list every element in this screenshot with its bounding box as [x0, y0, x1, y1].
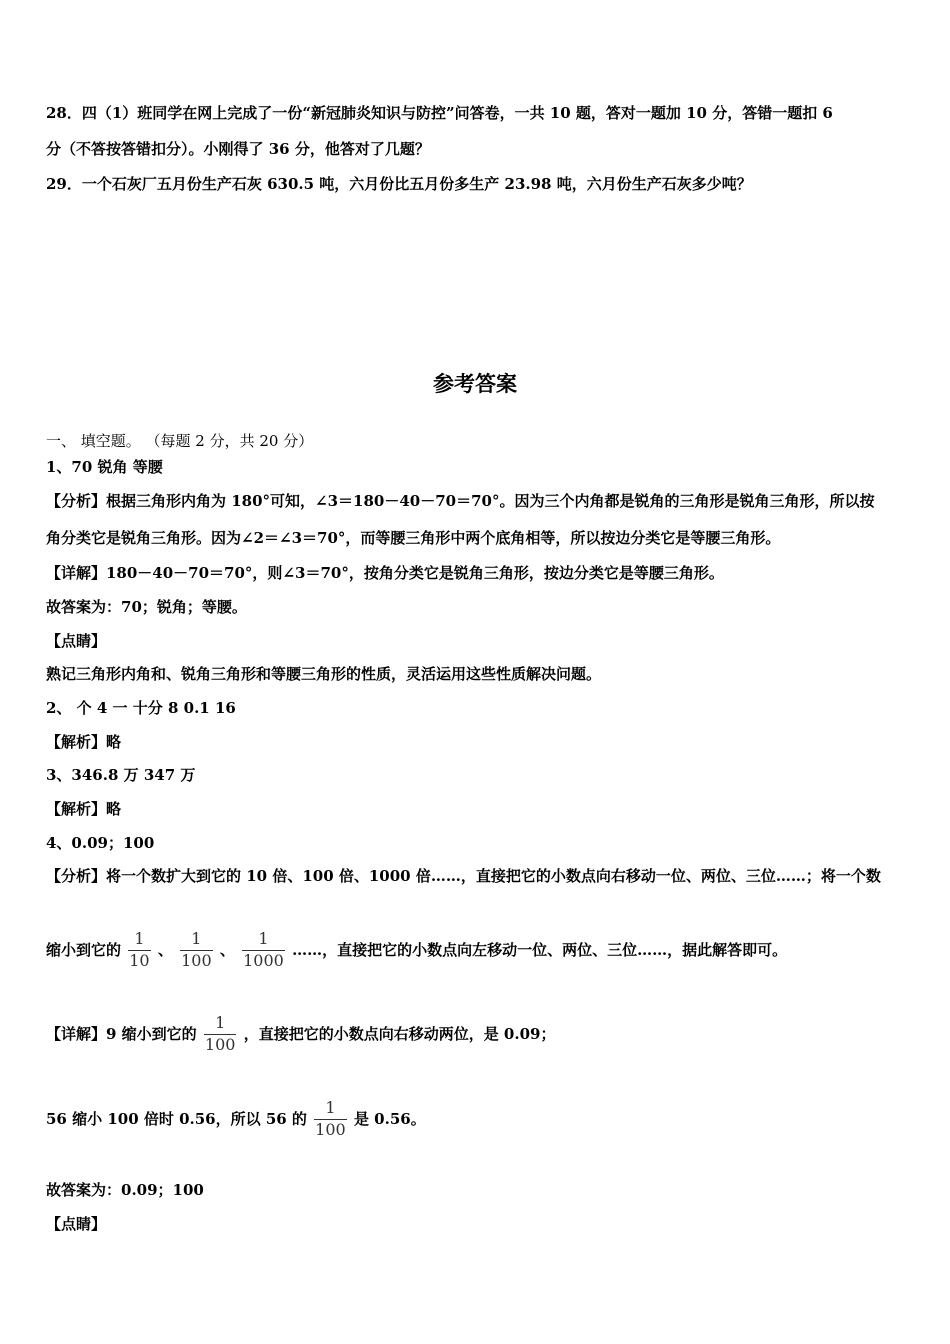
separator: 、 [157, 941, 173, 959]
fraction-one-hundredth [204, 1014, 237, 1054]
answer-3-analysis: 【解析】略 [46, 800, 122, 818]
fraction-denominator: 1000 [243, 951, 284, 970]
fraction-numerator: 1 [215, 1013, 226, 1032]
answer-1: 1、70 锐角 等腰 [46, 458, 163, 476]
answer-4-detail [46, 1010, 555, 1057]
answer-2-analysis: 【解析】略 [46, 733, 122, 751]
question-28-line-1: 28．四（1）班同学在网上完成了一份“新冠肺炎知识与防控”问答卷，一共 10 题，答对一题加 10 分，答错一题扣 6 [46, 104, 833, 122]
answer-1-conclusion: 故答案为：70；锐角；等腰。 [46, 598, 247, 616]
analysis-line-2-suffix: ……，直接把它的小数点向左移动一位、两位、三位……，据此解答即可。 [292, 941, 788, 959]
fraction-one-hundredth [180, 930, 213, 970]
answer-1-comment-heading: 【点睛】 [46, 632, 107, 650]
question-28-line-2: 分（不答按答错扣分）。小刚得了 36 分，他答对了几题？ [46, 140, 430, 158]
fraction-denominator: 100 [204, 1035, 236, 1054]
answer-1-detail: 【详解】180－40－70＝70°，则∠3＝70°，按角分类它是锐角三角形，按边分类它是等腰三角形。 [46, 564, 724, 582]
detail-2-prefix: 56 缩小 100 倍时 0.56，所以 56 的 [46, 1110, 307, 1128]
detail-suffix: ，直接把它的小数点向右移动两位，是 0.09； [243, 1025, 556, 1043]
fraction-one-thousandth [242, 930, 285, 970]
detail-2-suffix: 是 0.56。 [353, 1110, 426, 1128]
fraction-one-tenth [128, 930, 150, 970]
question-29: 29．一个石灰厂五月份生产石灰 630.5 吨，六月份比五月份多生产 23.98 吨，六月份生产石灰多少吨？ [46, 175, 752, 193]
answer-title: 参考答案 [433, 372, 517, 396]
answer-4-comment-heading: 【点睛】 [46, 1215, 107, 1233]
answer-1-comment: 熟记三角形内角和、锐角三角形和等腰三角形的性质，灵活运用这些性质解决问题。 [46, 665, 602, 683]
fraction-one-hundredth [314, 1099, 347, 1139]
fraction-numerator: 1 [191, 929, 202, 948]
fraction-denominator: 100 [315, 1120, 346, 1139]
answer-1-analysis-line-1: 【分析】根据三角形内角为 180°可知，∠3＝180－40－70＝70°。因为三个内角都是锐角的三角形是锐角三角形，所以按 [46, 492, 875, 510]
answer-3: 3、346.8 万 347 万 [46, 766, 196, 784]
detail-prefix: 【详解】9 缩小到它的 [46, 1025, 197, 1043]
section-heading: 一、 填空题。 （每题 2 分，共 20 分） [46, 432, 314, 450]
fraction-numerator: 1 [325, 1098, 336, 1117]
answer-4-analysis-line-1: 【分析】将一个数扩大到它的 10 倍、100 倍、1000 倍……，直接把它的小数点向右移动一位、两位、三位……；将一个数 [46, 867, 881, 885]
fraction-numerator: 1 [134, 929, 145, 948]
answer-4: 4、0.09；100 [46, 834, 155, 852]
analysis-line-2-prefix: 缩小到它的 [46, 941, 122, 959]
answer-4-analysis-line-2 [46, 926, 787, 973]
answer-2: 2、 个 4 一 十分 8 0.1 16 [46, 699, 236, 717]
separator: 、 [219, 941, 235, 959]
fraction-denominator: 100 [181, 951, 212, 970]
answer-1-analysis-line-2: 角分类它是锐角三角形。因为∠2＝∠3＝70°，而等腰三角形中两个底角相等，所以按边分类它是等腰三角形。 [46, 529, 781, 547]
answer-4-conclusion: 故答案为：0.09；100 [46, 1181, 204, 1199]
answer-4-detail-2 [46, 1095, 426, 1142]
fraction-denominator: 10 [129, 951, 150, 970]
fraction-numerator: 1 [258, 929, 269, 948]
